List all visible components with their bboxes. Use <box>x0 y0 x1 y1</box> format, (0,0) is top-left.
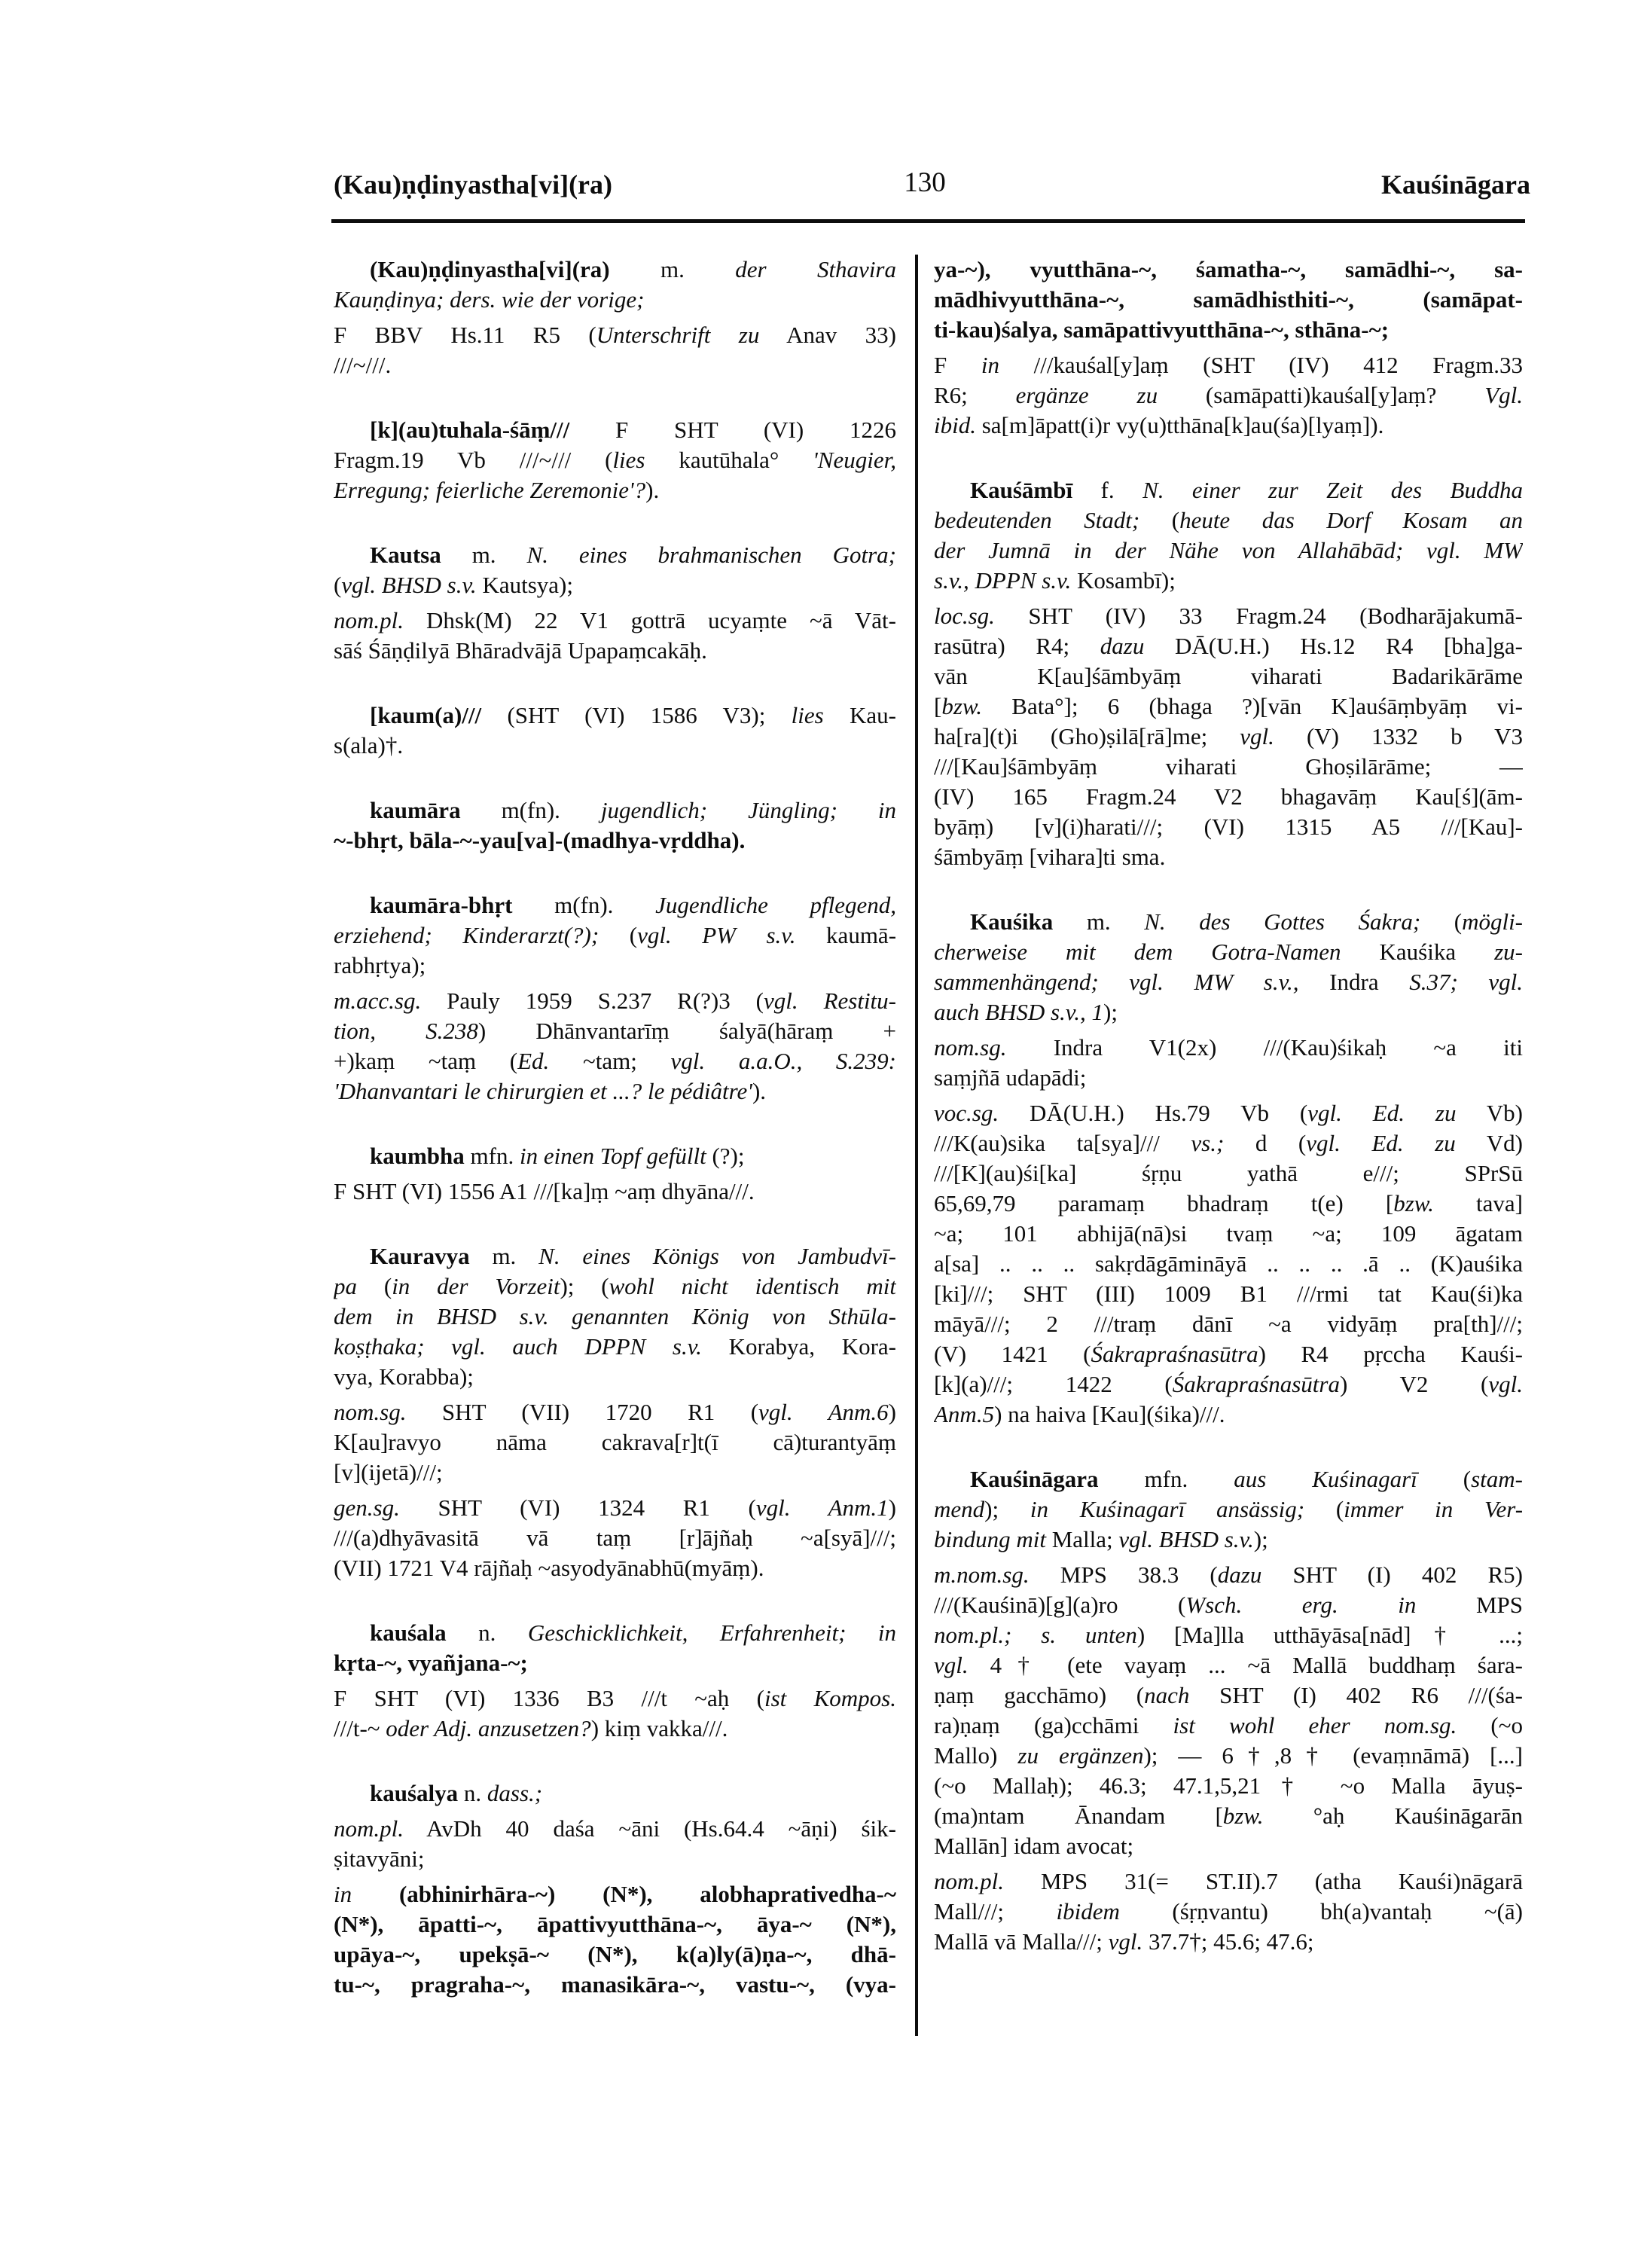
page-number: 130 <box>904 167 946 198</box>
text-line: erziehend; Kinderarzt(?); (vgl. PW s.v. kaumā- <box>334 922 896 948</box>
text-line: sammenhängend; vgl. MW s.v., Indra S.37; vgl. <box>934 969 1523 995</box>
text-line: vgl. 4† (ete vayaṃ ... ~ā Mallā buddhaṃ śara- <box>934 1652 1523 1678</box>
text-line: vān K[au]śāmbyāṃ viharati Badarikārāme <box>934 663 1523 689</box>
text-line: [bzw. Bata°]; 6 (bhaga ?)[vān K]auśāṃbyāṃ vi- <box>934 693 1523 719</box>
text-line: m.nom.sg. MPS 38.3 (dazu SHT (I) 402 R5) <box>934 1561 1523 1588</box>
text-line: bindung mit Malla; vgl. BHSD s.v.); <box>934 1526 1268 1552</box>
dictionary-entry <box>334 1141 896 1207</box>
entry-paragraph <box>334 701 896 761</box>
dictionary-entry <box>334 415 896 505</box>
text-line: nom.pl. AvDh 40 daśa ~āni (Hs.64.4 ~āṇi) śik- <box>334 1815 896 1842</box>
dictionary-entry <box>334 890 896 1107</box>
text-line: kauśala n. Geschicklichkeit, Erfahrenheit; in <box>370 1619 896 1646</box>
entry-paragraph <box>334 1141 896 1171</box>
text-line: tu-~, pragraha-~, manasikāra-~, vastu-~, (vya- <box>334 1971 896 1998</box>
text-line: kaumāra-bhṛt m(fn). Jugendliche pflegend, <box>370 892 896 918</box>
text-line: Erregung; feierliche Zeremonie'?). <box>334 477 660 503</box>
entry-paragraph <box>334 1177 896 1207</box>
entry-paragraph <box>934 907 1523 1027</box>
text-line: (vgl. BHSD s.v. Kautsya); <box>334 572 573 598</box>
text-line: ti-kau)śalya, samāpattivyutthāna-~, sthāna-~; <box>934 316 1390 343</box>
dictionary-entry <box>934 475 1523 872</box>
text-line: Fragm.19 Vb ///~/// (lies kautūhala° 'Neugier, <box>334 447 896 473</box>
text-line: śāmbyāṃ [vihara]ti sma. <box>934 844 1166 870</box>
text-line: Mallo) zu ergänzen); — 6†,8† (evaṃnāmā) [...] <box>934 1742 1523 1769</box>
text-line: Mallā vā Malla///; vgl. 37.7†; 45.6; 47.6; <box>934 1928 1314 1955</box>
text-line: voc.sg. DĀ(U.H.) Hs.79 Vb (vgl. Ed. zu Vb) <box>934 1100 1523 1126</box>
text-line: (N*), āpatti-~, āpattivyutthāna-~, āya-~ (N*), <box>334 1911 896 1937</box>
text-line: ///~///. <box>334 352 392 378</box>
text-line: ~a; 101 abhijā(nā)si tvaṃ ~a; 109 āgatam <box>934 1220 1523 1247</box>
text-line: [v](ijetā)///; <box>334 1459 443 1485</box>
text-line: in (abhinirhāra-~) (N*), alobhaprativedha-~ <box>334 1881 896 1907</box>
text-line: Kautsa m. N. eines brahmanischen Gotra; <box>370 542 896 568</box>
entry-paragraph <box>934 475 1523 596</box>
text-line: ///K(au)sika ta[sya]/// vs.; d (vgl. Ed. zu Vd) <box>934 1130 1523 1156</box>
column-divider-rule <box>915 255 918 2036</box>
entry-paragraph <box>934 1033 1523 1093</box>
text-line: (VII) 1721 V4 rājñaḥ ~asyodyānabhū(myāṃ). <box>334 1555 764 1581</box>
text-line: ya-~), vyutthāna-~, śamatha-~, samādhi-~, sa- <box>934 256 1523 282</box>
text-line: der Jumnā in der Nähe von Allahābād; vgl. MW <box>934 537 1523 563</box>
text-line: Kauṇḍinya; ders. wie der vorige; <box>334 286 645 313</box>
text-line: a[sa] .. .. .. sakṛdāgāmināyā .. .. .. .ā .. (K)auśika <box>934 1250 1523 1277</box>
text-line: rasūtra) R4; dazu DĀ(U.H.) Hs.12 R4 [bha]ga- <box>934 633 1523 659</box>
entry-paragraph <box>334 1493 896 1583</box>
dictionary-entry <box>334 1778 896 2000</box>
text-line: [k](a)///; 1422 (Śakrapraśnasūtra) V2 (vgl. <box>934 1371 1523 1397</box>
text-line: Mallān] idam avocat; <box>934 1833 1134 1859</box>
entry-paragraph <box>334 1397 896 1488</box>
text-line: ibid. sa[m]āpatt(i)r vy(u)tthāna[k]au(śa)[lyaṃ]). <box>934 412 1384 438</box>
entry-paragraph <box>334 415 896 505</box>
right-column <box>934 255 1523 1957</box>
dictionary-entry <box>334 1241 896 1583</box>
text-line: R6; ergänze zu (samāpatti)kauśal[y]aṃ? Vgl. <box>934 382 1523 408</box>
text-line: rabhṛtya); <box>334 952 426 978</box>
text-line: sāś Śāṇḍilyā Bhāradvājā Upapaṃcakāḥ. <box>334 637 707 664</box>
text-line: 'Dhanvantari le chirurgien et ...? le pédiâtre'). <box>334 1078 767 1104</box>
text-line: [ki]///; SHT (III) 1009 B1 ///rmi tat Kau(śi)ka <box>934 1281 1523 1307</box>
dictionary-entry <box>934 255 1523 441</box>
text-line: (~o Mallaḥ); 46.3; 47.1,5,21† ~o Malla āyuṣ- <box>934 1772 1523 1799</box>
text-line: ///(Kauśinā)[g](a)ro (Wsch. erg. in MPS <box>934 1592 1523 1618</box>
text-line: ///t-~ oder Adj. anzusetzen?) kiṃ vakka///. <box>334 1715 728 1741</box>
entry-paragraph <box>934 1464 1523 1555</box>
entry-paragraph <box>334 540 896 600</box>
text-line: F in ///kauśal[y]aṃ (SHT (IV) 412 Fragm.33 <box>934 352 1523 378</box>
text-line: s.v., DPPN s.v. Kosambī); <box>934 567 1176 594</box>
running-head-right: Kauśināgara <box>1380 169 1530 200</box>
text-line: (V) 1421 (Śakrapraśnasūtra) R4 pṛccha Kauśi- <box>934 1341 1523 1367</box>
text-line: nom.sg. Indra V1(2x) ///(Kau)śikaḥ ~a iti <box>934 1034 1523 1061</box>
text-line: [k](au)tuhala-śāṃ/// F SHT (VI) 1226 <box>370 417 896 443</box>
text-line: koṣṭhaka; vgl. auch DPPN s.v. Korabya, Kora- <box>334 1333 896 1360</box>
text-line: ///[Kau]śāmbyāṃ viharati Ghoṣilārāme; — <box>934 753 1523 780</box>
entry-paragraph <box>334 255 896 315</box>
text-line: nom.pl.; s. unten) [Ma]lla utthāyāsa[nād]† ...; <box>934 1622 1523 1648</box>
text-line: Kauśāmbī f. N. einer zur Zeit des Buddha <box>970 477 1523 503</box>
text-line: kaumbha mfn. in einen Topf gefüllt (?); <box>370 1143 745 1169</box>
dictionary-entry <box>334 795 896 856</box>
text-line: Kauravya m. N. eines Königs von Jambudvī- <box>370 1243 896 1269</box>
text-line: (Kau)ṇḍinyastha[vi](ra) m. der Sthavira <box>370 256 896 282</box>
entry-paragraph <box>334 1814 896 1874</box>
entry-paragraph <box>334 1778 896 1809</box>
text-line: ṣitavyāni; <box>334 1845 425 1872</box>
text-line: ṇaṃ gacchāmo) (nach SHT (I) 402 R6 ///(śa- <box>934 1682 1523 1708</box>
text-line: nom.pl. Dhsk(M) 22 V1 gottrā ucyaṃte ~ā Vāt- <box>334 607 896 633</box>
text-line: dem in BHSD s.v. genannten König von Sthūla- <box>334 1303 896 1329</box>
text-line: kaumāra m(fn). jugendlich; Jüngling; in <box>370 797 896 823</box>
dictionary-entry <box>934 1464 1523 1957</box>
text-line: s(ala)†. <box>334 732 404 759</box>
text-line: ///[K](au)śi[ka] śṛṇu yathā e///; SPrSū <box>934 1160 1523 1186</box>
entry-paragraph <box>334 1879 896 2000</box>
text-line: Anm.5) na haiva [Kau](śika)///. <box>934 1401 1225 1427</box>
text-line: cherweise mit dem Gotra-Namen Kauśika zu- <box>934 939 1523 965</box>
text-line: saṃjñā udapādi; <box>934 1064 1087 1091</box>
dictionary-entry <box>334 1618 896 1744</box>
text-line: loc.sg. SHT (IV) 33 Fragm.24 (Bodharājakumā- <box>934 603 1523 629</box>
text-line: (IV) 165 Fragm.24 V2 bhagavāṃ Kau[ś](ām- <box>934 783 1523 810</box>
dictionary-entry <box>334 701 896 761</box>
text-line: kauśalya n. dass.; <box>370 1780 543 1806</box>
text-line: upāya-~, upekṣā-~ (N*), k(a)ly(ā)ṇa-~, dhā- <box>334 1941 896 1967</box>
dictionary-entry <box>934 907 1523 1430</box>
text-line: pa (in der Vorzeit); (wohl nicht identisch mit <box>334 1273 896 1299</box>
entry-paragraph <box>934 1098 1523 1430</box>
entry-paragraph <box>334 1683 896 1744</box>
text-line: Kauśināgara mfn. aus Kuśinagarī (stam- <box>970 1466 1523 1492</box>
text-line: +)kaṃ ~taṃ (Ed. ~tam; vgl. a.a.O., S.239: <box>334 1048 896 1074</box>
text-line: bedeutenden Stadt; (heute das Dorf Kosam an <box>934 507 1523 533</box>
text-line: auch BHSD s.v., 1); <box>934 999 1118 1025</box>
entry-paragraph <box>934 1560 1523 1861</box>
dictionary-entry <box>334 255 896 380</box>
text-line: tion, S.238) Dhānvantarīṃ śalyā(hāraṃ + <box>334 1018 896 1044</box>
text-line: [kaum(a)/// (SHT (VI) 1586 V3); lies Kau- <box>370 702 896 728</box>
entry-paragraph <box>334 606 896 666</box>
text-line: (ma)ntam Ānandam [bzw. °aḥ Kauśināgarān <box>934 1802 1523 1829</box>
entry-paragraph <box>334 320 896 380</box>
text-line: K[au]ravyo nāma cakrava[r]t(ī cā)turantyāṃ <box>334 1429 896 1455</box>
text-line: ha[ra](t)i (Gho)ṣilā[rā]me; vgl. (V) 1332 b V3 <box>934 723 1523 749</box>
text-line: F SHT (VI) 1336 B3 ///t ~aḥ (ist Kompos. <box>334 1685 896 1711</box>
text-line: F BBV Hs.11 R5 (Unterschrift zu Anav 33) <box>334 322 896 348</box>
entry-paragraph <box>334 1618 896 1678</box>
text-line: byāṃ) [v](i)harati///; (VI) 1315 A5 ///[Kau]- <box>934 813 1523 840</box>
entry-paragraph <box>334 1241 896 1392</box>
entry-paragraph <box>934 350 1523 441</box>
text-line: m.acc.sg. Pauly 1959 S.237 R(?)3 (vgl. Restitu- <box>334 987 896 1014</box>
entry-paragraph <box>934 255 1523 345</box>
text-line: ///(a)dhyāvasitā vā taṃ [r]ājñaḥ ~a[syā]///; <box>334 1525 896 1551</box>
text-line: F SHT (VI) 1556 A1 ///[ka]ṃ ~aṃ dhyāna///. <box>334 1178 755 1204</box>
text-line: Mall///; ibidem (śṛṇvantu) bh(a)vantaḥ ~(ā) <box>934 1898 1523 1925</box>
text-line: Kauśika m. N. des Gottes Śakra; (mögli- <box>970 908 1523 935</box>
text-line: nom.sg. SHT (VII) 1720 R1 (vgl. Anm.6) <box>334 1399 896 1425</box>
left-column <box>334 255 896 2000</box>
text-line: gen.sg. SHT (VI) 1324 R1 (vgl. Anm.1) <box>334 1494 896 1521</box>
entry-paragraph <box>934 601 1523 872</box>
text-line: māyā///; 2 ///traṃ dānī ~a vidyāṃ pra[th]///; <box>934 1311 1523 1337</box>
entry-paragraph <box>334 890 896 981</box>
text-line: kṛta-~, vyañjana-~; <box>334 1650 528 1676</box>
text-line: ~-bhṛt, bāla-~-yau[va]-(madhya-vṛddha). <box>334 827 746 853</box>
text-line: 65,69,79 paramaṃ bhadraṃ t(e) [bzw. tava] <box>934 1190 1523 1216</box>
text-line: vya, Korabba); <box>334 1363 474 1390</box>
dictionary-entry <box>334 540 896 666</box>
entry-paragraph <box>934 1867 1523 1957</box>
entry-paragraph <box>334 795 896 856</box>
text-line: nom.pl. MPS 31(= ST.II).7 (atha Kauśi)nāgarā <box>934 1868 1523 1894</box>
entry-paragraph <box>334 986 896 1107</box>
text-line: mend); in Kuśinagarī ansässig; (immer in Ver- <box>934 1496 1523 1522</box>
text-line: mādhivyutthāna-~, samādhisthiti-~, (samāpat- <box>934 286 1523 313</box>
header-rule <box>331 219 1525 223</box>
running-head-left: (Kau)ṇḍinyastha[vi](ra) <box>334 169 613 200</box>
text-line: ra)ṇaṃ (ga)cchāmi ist wohl eher nom.sg. (~o <box>934 1712 1523 1738</box>
